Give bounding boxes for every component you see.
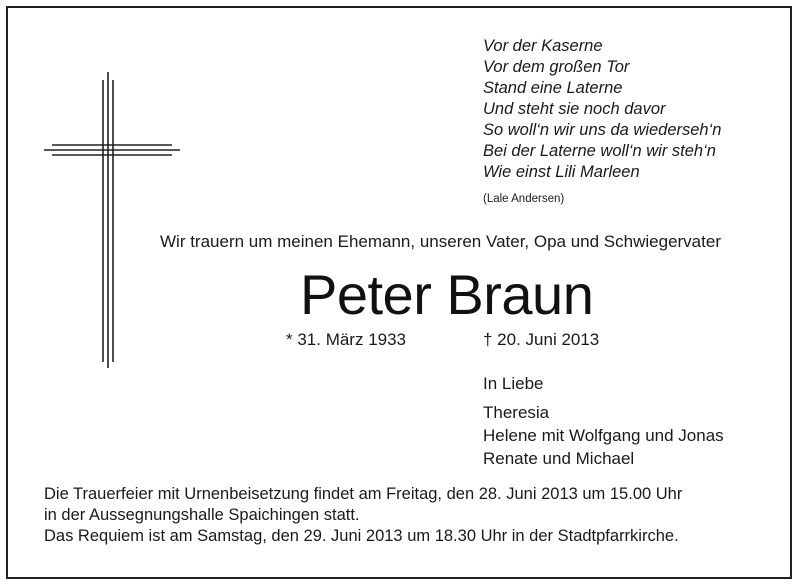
poem-line: Vor dem großen Tor <box>483 58 630 76</box>
mourner-name: Theresia <box>483 403 550 422</box>
poem-line: Wie einst Lili Marleen <box>483 163 640 181</box>
deceased-name: Peter Braun <box>300 263 594 326</box>
mourners-block <box>483 372 724 470</box>
birth-date: * 31. März 1933 <box>286 330 407 349</box>
death-date: † 20. Juni 2013 <box>483 330 600 349</box>
poem-line: Stand eine Laterne <box>483 79 623 97</box>
funeral-line: in der Aussegnungshalle Spaichingen statt. <box>44 506 360 524</box>
poem-attribution: (Lale Andersen) <box>483 193 565 205</box>
poem <box>483 36 721 183</box>
mourner-name: Renate und Michael <box>483 449 635 468</box>
poem-line: Vor der Kaserne <box>483 37 603 55</box>
poem-line: So woll‘n wir uns da wiederseh‘n <box>483 121 722 139</box>
mourner-name: Helene mit Wolfgang und Jonas <box>483 426 724 445</box>
mourners-heading: In Liebe <box>483 374 544 393</box>
funeral-info <box>44 484 682 547</box>
funeral-line: Das Requiem ist am Samstag, den 29. Juni 2013 um 18.30 Uhr in der Stadtpfarrkirche. <box>44 527 679 545</box>
poem-line: Und steht sie noch davor <box>483 100 666 118</box>
funeral-line: Die Trauerfeier mit Urnenbeisetzung findet am Freitag, den 28. Juni 2013 um 15.00 Uhr <box>44 485 683 503</box>
poem-line: Bei der Laterne woll‘n wir steh‘n <box>483 142 716 160</box>
intro-text: Wir trauern um meinen Ehemann, unseren Vater, Opa und Schwiegervater <box>160 232 721 251</box>
